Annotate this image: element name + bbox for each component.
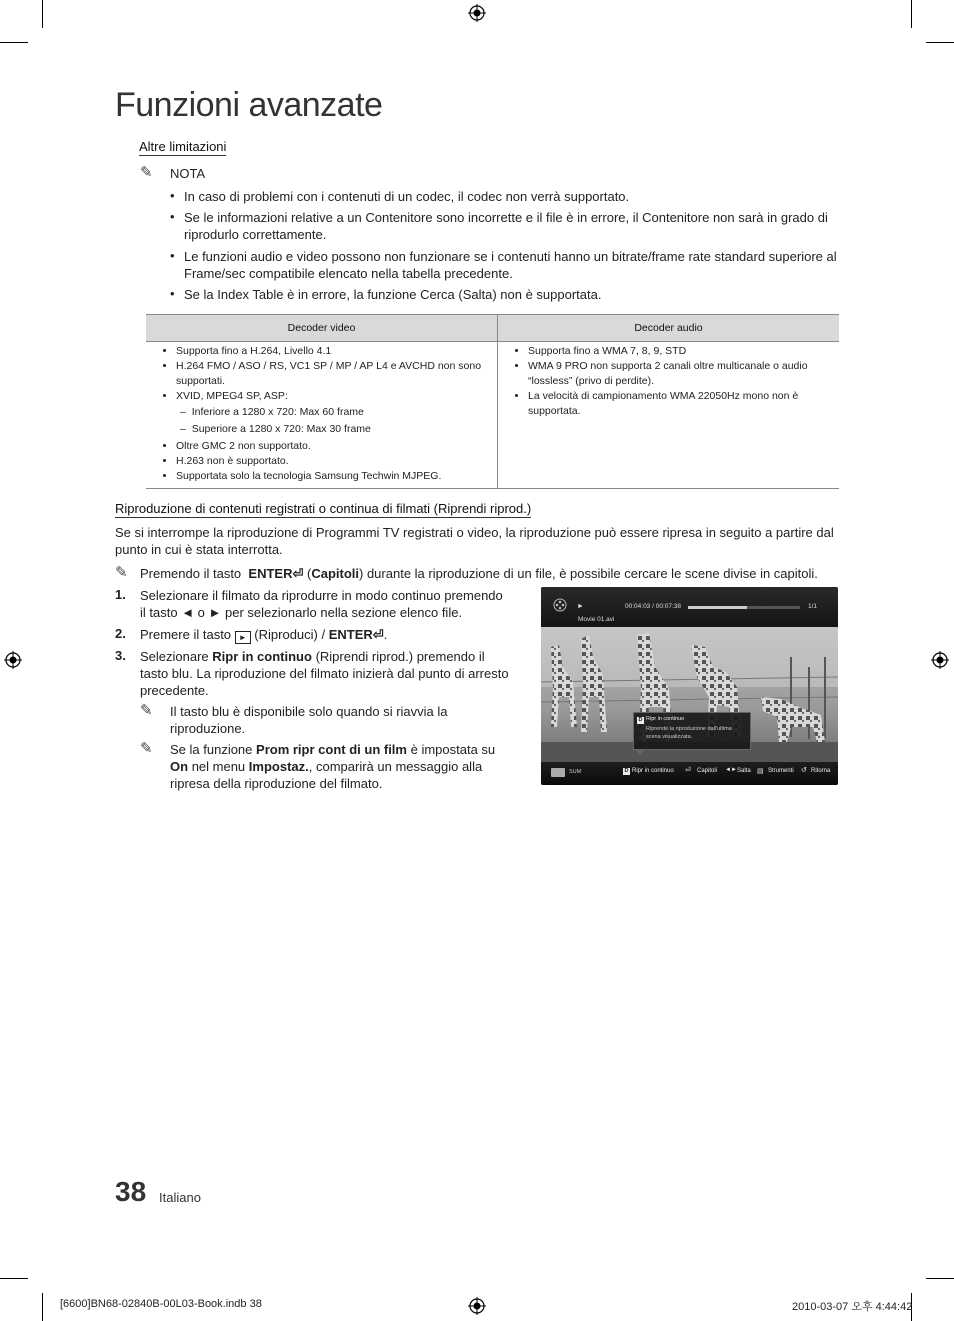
blue-button-icon: D bbox=[624, 768, 629, 774]
playback-time: 00:04:03 / 00:07:38 bbox=[625, 603, 682, 610]
header-decoder-audio: Decoder audio bbox=[498, 315, 840, 342]
video-subitem: – Superiore a 1280 x 720: Max 30 frame bbox=[180, 423, 371, 435]
bullet-dot: • bbox=[170, 286, 175, 301]
blue-button-icon: D bbox=[638, 717, 643, 723]
language-label: Italiano bbox=[159, 1190, 201, 1205]
audio-decoder-cell bbox=[498, 342, 840, 489]
popup-title: Ripr in continuo bbox=[646, 716, 685, 722]
file-name: Movie 01.avi bbox=[578, 616, 615, 623]
step-1-text: Selezionare il filmato da riprodurre in modo continuo premendo il tasto ◄ o ► per selezionarlo nella sezione elenco file. bbox=[140, 588, 503, 620]
progress-track bbox=[688, 606, 800, 609]
resume-popup bbox=[633, 712, 751, 750]
header-decoder-video: Decoder video bbox=[146, 315, 498, 342]
crop-mark bbox=[926, 42, 954, 43]
step-3-note-1: Il tasto blu è disponibile solo quando si riavvia la riproduzione. bbox=[170, 704, 448, 736]
film-reel-icon bbox=[553, 598, 567, 612]
popup-text-2: scena visualizzata. bbox=[646, 734, 693, 740]
sum-label: SUM bbox=[569, 769, 582, 775]
bottom-skip-label: Salta bbox=[737, 768, 751, 774]
left-right-icon: ◄► bbox=[725, 767, 737, 773]
video-item: • Oltre GMC 2 non supportato. bbox=[176, 439, 491, 454]
crop-mark bbox=[42, 0, 43, 28]
crop-mark bbox=[926, 1278, 954, 1279]
audio-item: • Supporta fino a WMA 7, 8, 9, STD bbox=[528, 344, 833, 359]
video-item: • Supportata solo la tecnologia Samsung Techwin MJPEG. bbox=[176, 469, 491, 484]
registration-mark-icon bbox=[468, 4, 486, 22]
section-heading: Riproduzione di contenuti registrati o continua di filmati (Riprendi riprod.) bbox=[115, 501, 532, 516]
play-status-icon: ► bbox=[577, 603, 584, 610]
popup-pointer bbox=[635, 749, 645, 755]
step-2-text: Premere il tasto ► (Riproduci) / ENTER⏎. bbox=[140, 627, 388, 642]
page-number: 38 bbox=[115, 1176, 147, 1207]
crop-mark bbox=[0, 42, 28, 43]
note-pencil-icon: ✎ bbox=[140, 702, 153, 719]
audio-item: • La velocità di campionamento WMA 22050Hz mono non è supportata. bbox=[528, 389, 833, 419]
bottom-tools-label: Strumenti bbox=[768, 768, 794, 774]
registration-mark-icon bbox=[468, 1297, 486, 1315]
bottom-chapters-label: Capitoli bbox=[697, 768, 718, 774]
video-item: • XVID, MPEG4 SP, ASP: bbox=[176, 389, 491, 404]
sum-icon bbox=[551, 768, 565, 777]
video-item: • Supporta fino a H.264, Livello 4.1 bbox=[176, 344, 491, 359]
registration-mark-icon bbox=[4, 651, 22, 669]
subheading-altre-limitazioni: Altre limitazioni bbox=[139, 139, 227, 154]
tools-icon: ▤ bbox=[757, 768, 764, 775]
tip-capitoli: Premendo il tasto ENTER⏎ (Capitoli) durante la riproduzione di un file, è possibile cercare le scene divise in capitoli. bbox=[140, 566, 818, 581]
audio-item: • WMA 9 PRO non supporta 2 canali oltre multicanale o audio “lossless” (privo di perdite). bbox=[528, 359, 833, 389]
play-button-icon: ► bbox=[235, 631, 251, 644]
tv-screen-illustration bbox=[541, 587, 838, 785]
note-bullet-4: Se la Index Table è in errore, la funzione Cerca (Salta) non è supportata. bbox=[184, 287, 602, 302]
section-intro: Se si interrompe la riproduzione di Programmi TV registrati o video, la riproduzione può essere ripresa in seguito a partire dal punto in cui è stata interrotta. bbox=[115, 525, 834, 557]
note-bullet-2: Se le informazioni relative a un Contenitore sono incorrette e il file è in errore, il Contenitore non sarà in grado di riprodurlo correttamente. bbox=[184, 210, 828, 242]
decoder-table bbox=[146, 314, 839, 489]
enter-icon: ⏎ bbox=[292, 566, 304, 581]
progress-fill bbox=[688, 606, 747, 609]
note-pencil-icon: ✎ bbox=[115, 564, 128, 581]
page-title: Funzioni avanzate bbox=[115, 86, 383, 124]
enter-icon: ⏎ bbox=[685, 767, 691, 774]
popup-text-1: Riprende la riproduzione dall'ultima bbox=[646, 726, 732, 732]
bullet-dot: • bbox=[170, 188, 175, 203]
bottom-return-label: Ritorna bbox=[811, 768, 831, 774]
print-file-info: [6600]BN68-02840B-00L03-Book.indb 38 bbox=[60, 1298, 262, 1310]
bullet-dot: • bbox=[170, 248, 175, 263]
step-number: 1. bbox=[115, 587, 126, 602]
note-bullet-1: In caso di problemi con i contenuti di un codec, il codec non verrà supportato. bbox=[184, 189, 630, 204]
note-label: NOTA bbox=[170, 166, 206, 181]
video-subitem: – Inferiore a 1280 x 720: Max 60 frame bbox=[180, 406, 364, 418]
crop-mark bbox=[911, 0, 912, 28]
step-3-note-2: Se la funzione Prom ripr cont di un film è impostata su On nel menu Impostaz., comparirà un messaggio alla ripresa della riproduzione del filmato. bbox=[170, 742, 496, 791]
note-pencil-icon: ✎ bbox=[140, 740, 153, 757]
bullet-dot: • bbox=[170, 209, 175, 224]
note-pencil-icon: ✎ bbox=[140, 164, 153, 181]
step-3-text: Selezionare Ripr in continuo (Riprendi riprod.) premendo il tasto blu. La riproduzione del filmato inizierà dal punto di arresto precedente. bbox=[140, 649, 509, 698]
page-counter: 1/1 bbox=[808, 603, 818, 610]
return-icon: ↺ bbox=[801, 767, 807, 774]
step-number: 2. bbox=[115, 626, 126, 641]
registration-mark-icon bbox=[931, 651, 949, 669]
enter-icon: ⏎ bbox=[372, 627, 384, 642]
video-item: • H.264 FMO / ASO / RS, VC1 SP / MP / AP L4 e AVCHD non sono supportati. bbox=[176, 359, 491, 389]
crop-mark bbox=[42, 1293, 43, 1321]
crop-mark bbox=[0, 1278, 28, 1279]
print-date: 2010-03-07 오후 4:44:42 bbox=[792, 1301, 913, 1313]
note-bullet-3: Le funzioni audio e video possono non funzionare se i contenuti hanno un bitrate/frame rate standard superiore al Frame/sec compatibile elencato nella tabella precedente. bbox=[184, 249, 837, 281]
step-number: 3. bbox=[115, 648, 126, 663]
video-item: • H.263 non è supportato. bbox=[176, 454, 491, 469]
bottom-resume-label: Ripr in continuo bbox=[632, 768, 674, 774]
video-decoder-cell bbox=[146, 342, 498, 489]
arrow-left-right-icon: ◄ o ► bbox=[181, 605, 222, 620]
